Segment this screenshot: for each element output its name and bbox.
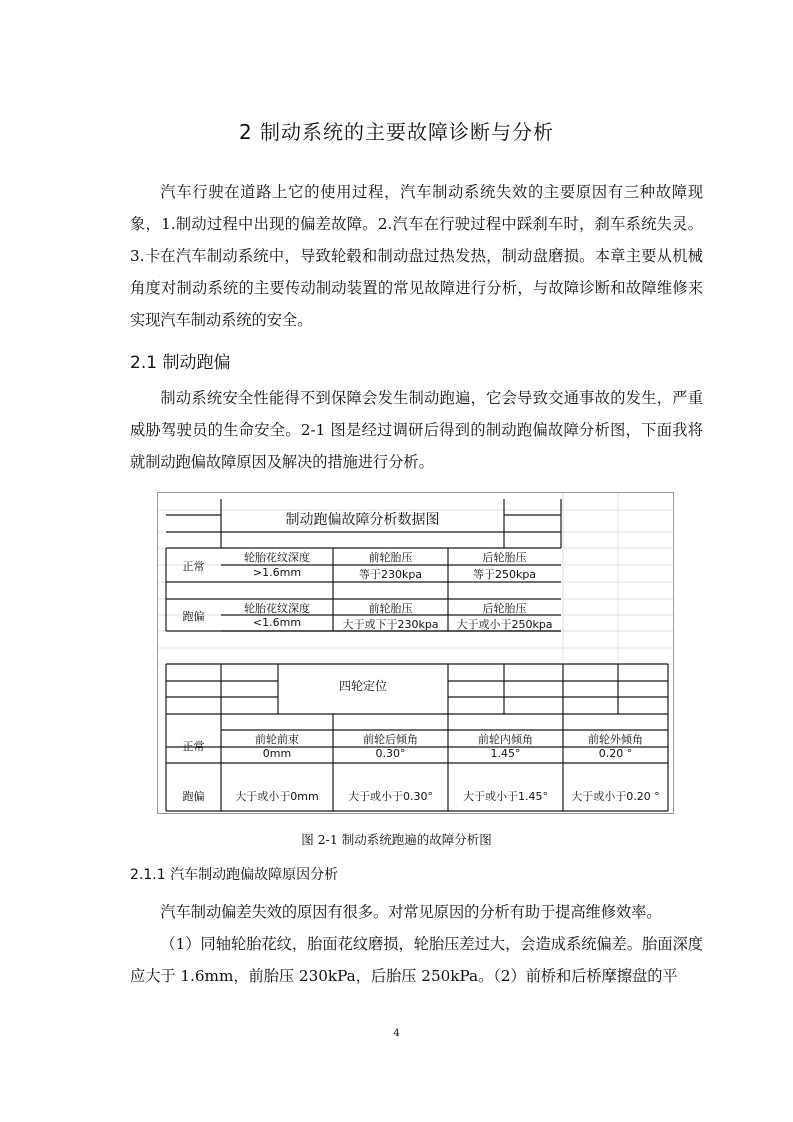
alignment-normal-value-3: 1.45° bbox=[490, 747, 521, 760]
normal-value-2: 等于230kpa bbox=[358, 568, 423, 581]
alignment-deviate-value-3: 大于或小于1.45° bbox=[463, 790, 548, 803]
section-2-1-1-paragraphs bbox=[130, 896, 703, 992]
normal-header-2: 前轮胎压 bbox=[368, 551, 413, 564]
section-2-1-1-text-2: （1）同轴轮胎花纹，胎面花纹磨损，轮胎压差过大，会造成系统偏差。胎面深度应大于 1.6mm，前胎压 230kPa，后胎压 250kPa。（2）前桥和后桥摩擦盘的平 bbox=[130, 935, 703, 985]
deviate-value-1: <1.6mm bbox=[252, 616, 302, 629]
alignment-deviate-value-2: 大于或小于0.30° bbox=[348, 790, 433, 803]
normal-label: 正常 bbox=[182, 560, 205, 573]
alignment-header-4: 前轮外倾角 bbox=[588, 733, 643, 746]
deviate-value-2: 大于或下于230kpa bbox=[342, 618, 439, 631]
alignment-normal-value-4: 0.20 ° bbox=[598, 747, 633, 760]
alignment-normal-label: 正常 bbox=[182, 740, 205, 753]
alignment-deviate-value-4: 大于或小于0.20 ° bbox=[571, 790, 660, 803]
intro-paragraph bbox=[130, 176, 703, 336]
alignment-header-1: 前轮前束 bbox=[255, 733, 299, 746]
alignment-normal-value-2: 0.30° bbox=[375, 747, 406, 760]
alignment-header-3: 前轮内倾角 bbox=[478, 733, 533, 746]
deviate-label: 跑偏 bbox=[182, 610, 205, 623]
section-2-1-1-title: 2.1.1 汽车制动跑偏故障原因分析 bbox=[130, 867, 339, 883]
section-2-1-1-text-1: 汽车制动偏差失效的原因有很多。对常见原因的分析有助于提高维修效率。 bbox=[160, 903, 662, 921]
figure-caption: 图 2-1 制动系统跑遍的故障分析图 bbox=[301, 832, 492, 847]
fault-analysis-figure bbox=[157, 492, 674, 814]
section-2-1-paragraph bbox=[130, 382, 703, 478]
alignment-deviate-label: 跑偏 bbox=[182, 790, 205, 803]
alignment-header-2: 前轮后倾角 bbox=[363, 733, 418, 746]
alignment-deviate-value-1: 大于或小于0mm bbox=[235, 790, 319, 803]
section-2-1-title: 2.1 制动跑偏 bbox=[130, 353, 231, 373]
deviate-header-1: 轮胎花纹深度 bbox=[244, 602, 310, 615]
deviate-header-2: 前轮胎压 bbox=[368, 602, 413, 615]
figure-grid-lines bbox=[158, 493, 673, 813]
figure-title: 制动跑偏故障分析数据图 bbox=[285, 512, 440, 528]
deviate-value-3: 大于或小于250kpa bbox=[456, 618, 553, 631]
normal-value-3: 等于250kpa bbox=[472, 568, 537, 581]
normal-value-1: >1.6mm bbox=[252, 566, 302, 579]
normal-header-1: 轮胎花纹深度 bbox=[244, 551, 310, 564]
wheel-alignment-title: 四轮定位 bbox=[338, 679, 387, 693]
chapter-heading: 2 制动系统的主要故障诊断与分析 bbox=[238, 120, 555, 144]
section-2-1-text: 制动系统安全性能得不到保障会发生制动跑遍，它会导致交通事故的发生，严重威胁驾驶员的生命安全。2-1 图是经过调研后得到的制动跑偏故障分析图，下面我将就制动跑偏故障原因及解决的措施进行分析。 bbox=[130, 389, 703, 471]
alignment-normal-value-1: 0mm bbox=[262, 747, 292, 760]
page-number: 4 bbox=[393, 1028, 400, 1039]
deviate-header-3: 后轮胎压 bbox=[482, 602, 527, 615]
intro-text: 汽车行驶在道路上它的使用过程，汽车制动系统失效的主要原因有三种故障现象，1.制动过程中出现的偏差故障。2.汽车在行驶过程中踩刹车时，刹车系统失灵。3.卡在汽车制动系统中，导致轮毂和制动盘过热发热，制动盘磨损。本章主要从机械角度对制动系统的主要传动制动装置的常见故障进行分析，与故障诊断和故障维修来实现汽车制动系统的安全。 bbox=[130, 183, 703, 329]
normal-header-3: 后轮胎压 bbox=[482, 551, 527, 564]
